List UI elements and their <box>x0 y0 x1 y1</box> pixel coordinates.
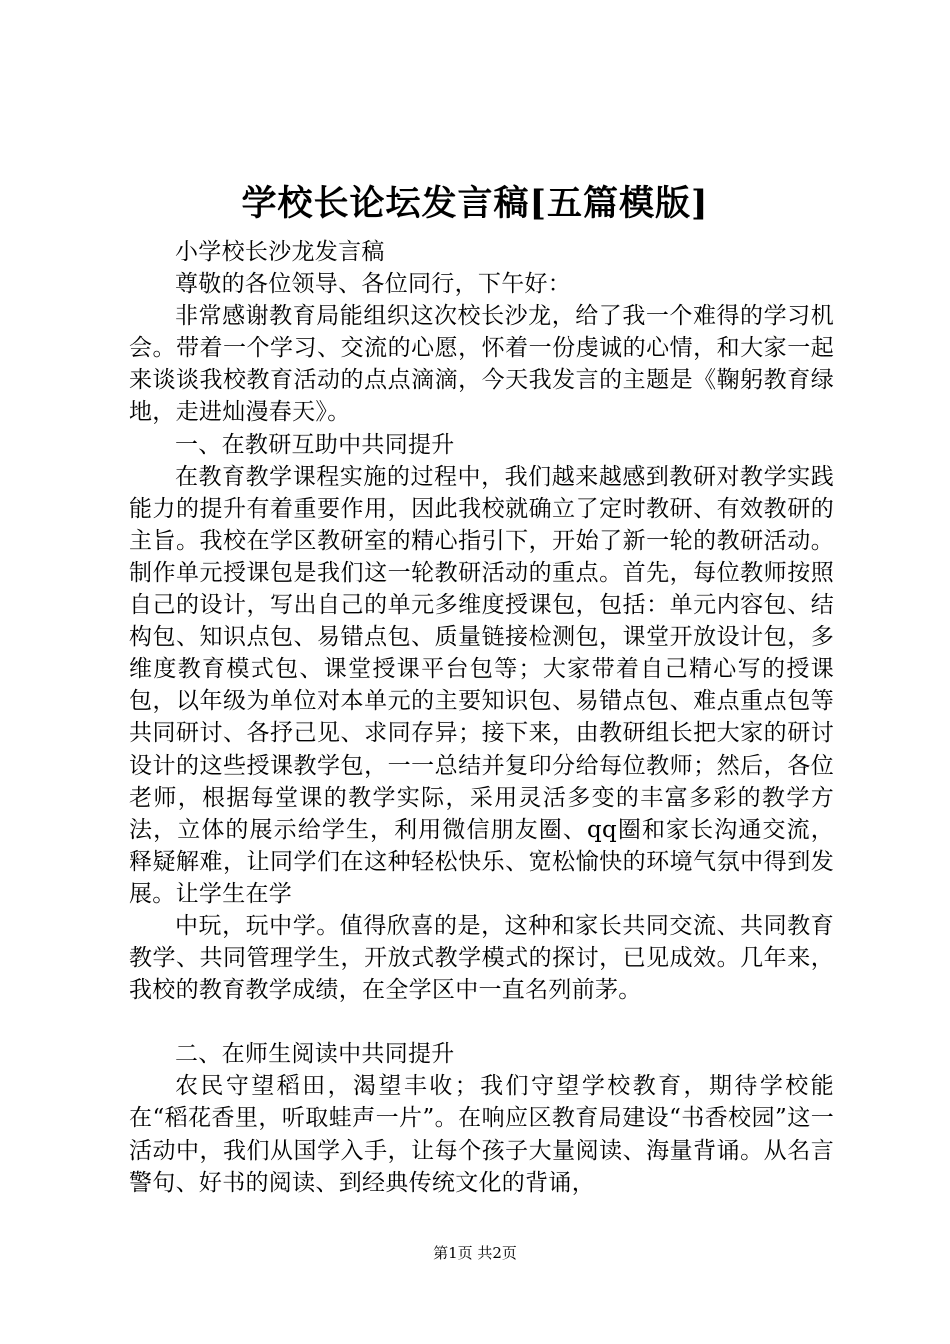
document-body <box>129 236 834 1199</box>
intro-paragraph: 非常感谢教育局能组织这次校长沙龙，给了我一个难得的学习机会。带着一个学习、交流的心愿，怀着一份虔诚的心情，和大家一起来谈谈我校教育活动的点点滴滴，今天我发言的主题是《鞠躬教育绿地，走进灿漫春天》。 <box>129 303 834 426</box>
greeting-paragraph: 尊敬的各位领导、各位同行，下午好： <box>175 271 572 298</box>
document-title: 学校长论坛发言稿[五篇模版] <box>241 183 709 224</box>
speech-subtitle: 小学校长沙龙发言稿 <box>175 239 385 265</box>
page-number: 第1页 共2页 <box>433 1244 517 1262</box>
section-heading-2: 二、在师生阅读中共同提升 <box>175 1041 455 1068</box>
section-1-paragraph: 在教育教学课程实施的过程中，我们越来越感到教研对教学实践能力的提升有着重要作用，因此我校就确立了定时教研、有效教研的主旨。我校在学区教研室的精心指引下，开始了新一轮的教研活动。制作单元授课包是我们这一轮教研活动的重点。首先，每位教师按照自己的设计，写出自己的单元多维度授课包，包括：单元内容包、结构包、知识点包、易错点包、质量链接检测包，课堂开放设计包，多维度教育模式包、课堂授课平台包等；大家带着自己精心写的授课包，以年级为单位对本单元的主要知识包、易错点包、难点重点包等共同研讨、各抒己见、求同存异；接下来，由教研组长把大家的研讨设计的这些授课教学包，一一总结并复印分给每位教师；然后，各位老师，根据每堂课的教学实际，采用灵活多变的丰富多彩的教学方法，立体的展示给学生，利用微信朋友圈、qq圈和家长沟通交流，释疑解难，让同学们在这种轻松快乐、宽松愉快的环境气氛中得到发展。让学生在学 <box>129 463 834 907</box>
section-2-paragraph: 农民守望稻田，渴望丰收；我们守望学校教育，期待学校能在“稻花香里，听取蛙声一片”。在响应区教育局建设“书香校园”这一活动中，我们从国学入手，让每个孩子大量阅读、海量背诵。从名言警句、好书的阅读、到经典传统文化的背诵， <box>129 1073 834 1196</box>
section-1-continuation: 中玩，玩中学。值得欣喜的是，这种和家长共同交流、共同教育教学、共同管理学生，开放式教学模式的探讨，已见成效。几年来，我校的教育教学成绩，在全学区中一直名列前茅。 <box>129 912 834 1004</box>
section-heading-1: 一、在教研互助中共同提升 <box>175 431 455 458</box>
